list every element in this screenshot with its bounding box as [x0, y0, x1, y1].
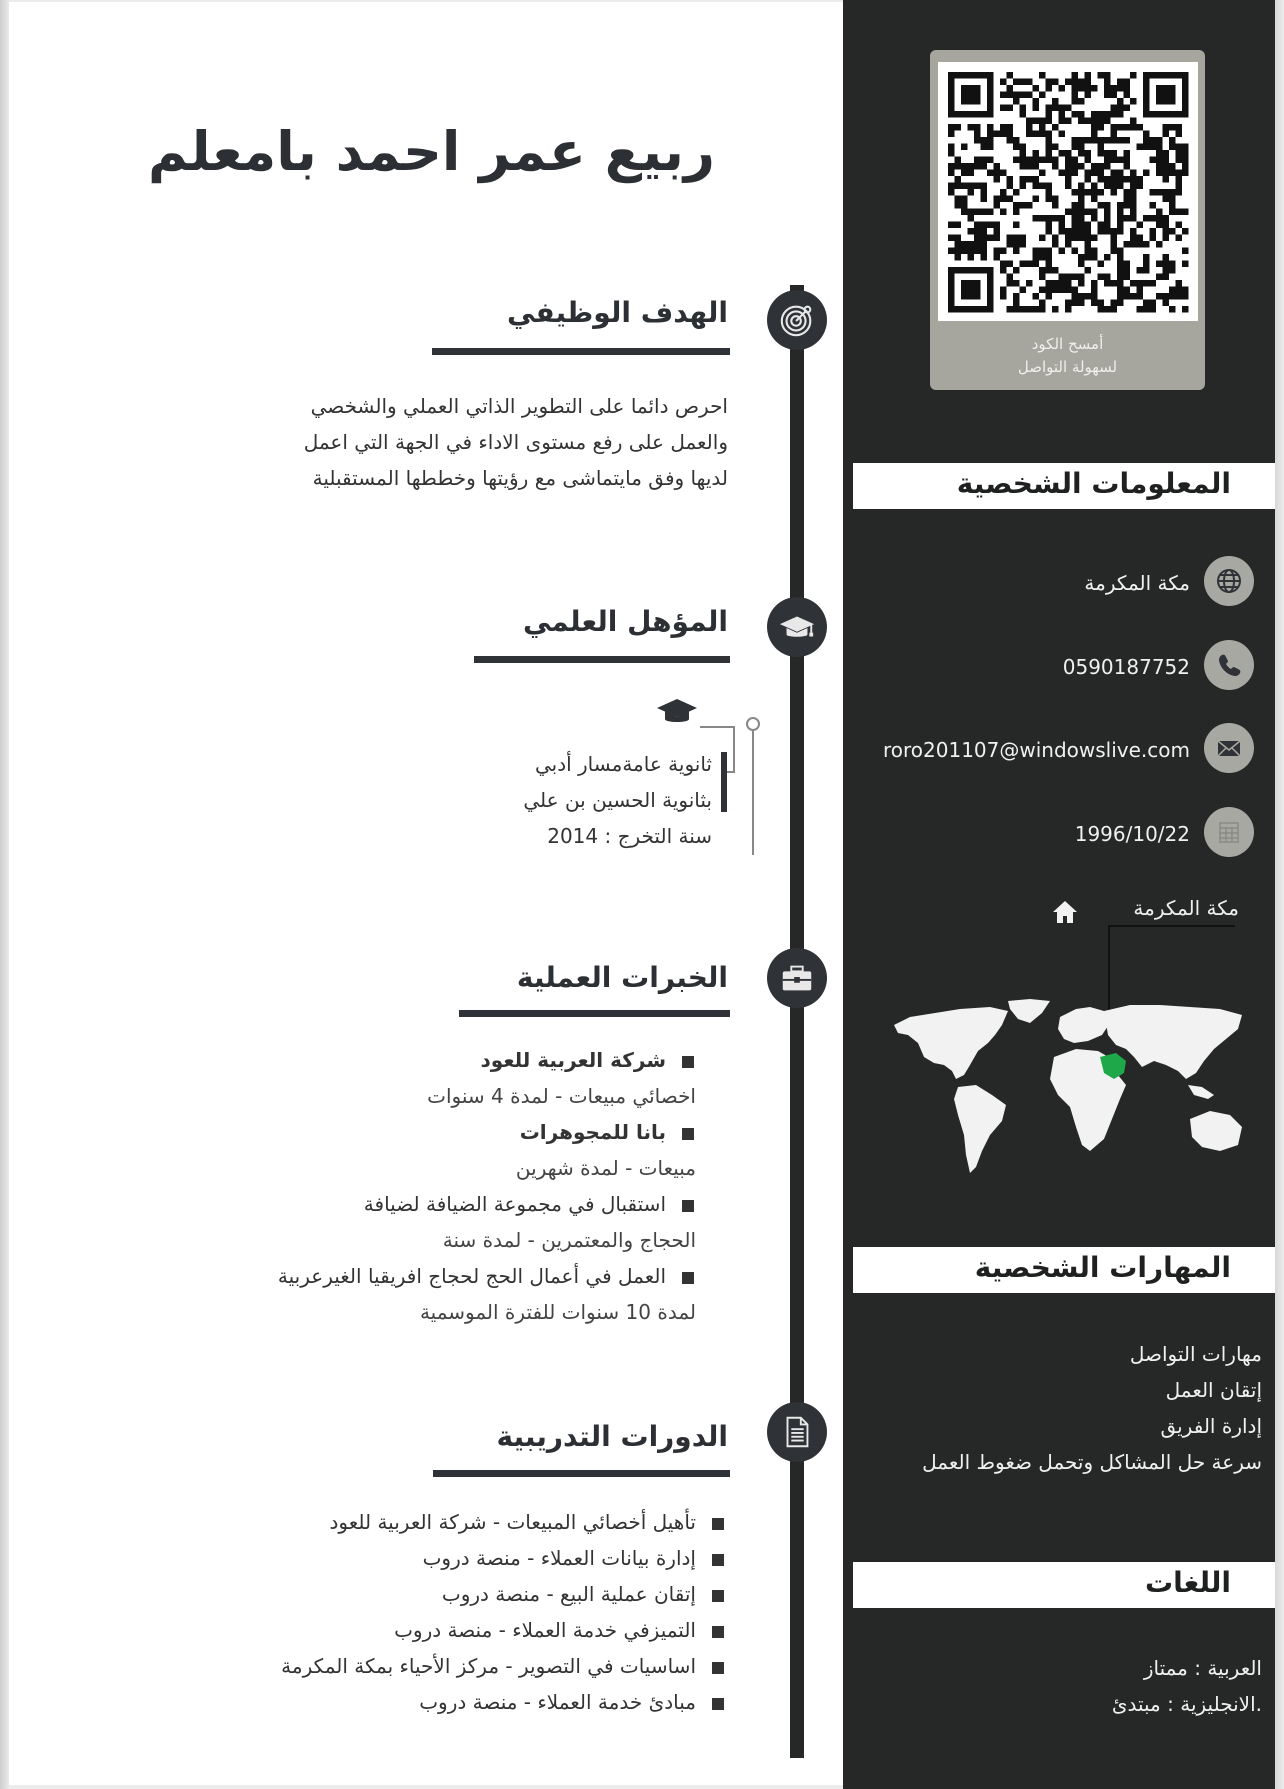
- page-edge-top: [9, 0, 843, 2]
- qr-code-image: [938, 62, 1198, 321]
- objective-line: والعمل على رفع مستوى الاداء في الجهة التي اعمل: [303, 430, 728, 454]
- world-map: [890, 995, 1252, 1185]
- qr-code[interactable]: [938, 62, 1198, 321]
- objective-text: [304, 388, 728, 496]
- bullet-icon: [712, 1590, 724, 1602]
- education-marker-dot: [746, 717, 760, 731]
- graduation-cap-icon: [767, 597, 827, 657]
- bullet-icon: [712, 1698, 724, 1710]
- globe-icon: [1204, 556, 1254, 606]
- personal-info-title: المعلومات الشخصية: [956, 467, 1231, 500]
- education-cap-icon: [656, 697, 698, 729]
- skill-item: سرعة حل المشاكل وتحمل ضغوط العمل: [922, 1450, 1262, 1474]
- email-value: roro201107@windowslive.com: [882, 738, 1190, 762]
- objective-line: احرص دائما على التطوير الذاتي العملي والشخصي: [310, 394, 728, 418]
- experience-detail: الحجاج والمعتمرين - لمدة سنة: [442, 1228, 696, 1252]
- objective-line: لديها وفق مايتماشى مع رؤيتها وخططها المستقبلية: [312, 466, 728, 490]
- bullet-icon: [682, 1056, 694, 1068]
- education-title-rule: [474, 656, 730, 663]
- qr-caption: [930, 333, 1205, 379]
- languages-title: اللغات: [1145, 1566, 1231, 1599]
- course-item: اساسيات في التصوير - مركز الأحياء بمكة المكرمة: [281, 1654, 724, 1678]
- education-marker-line: [752, 731, 754, 855]
- language-item: .الانجليزية : مبتدئ: [1111, 1692, 1262, 1716]
- mail-icon: [1204, 723, 1254, 773]
- course-item: تأهيل أخصائي المبيعات - شركة العربية للعود: [330, 1510, 725, 1534]
- bullet-icon: [682, 1128, 694, 1140]
- personal-info-header: [853, 463, 1275, 509]
- map-location-label: مكة المكرمة: [1133, 896, 1239, 920]
- phone-value: 0590187752: [1062, 655, 1190, 679]
- course-item: مبادئ خدمة العملاء - منصة دروب: [419, 1690, 724, 1714]
- education-line: بثانوية الحسين بن علي: [523, 788, 712, 812]
- skill-item: إدارة الفريق: [1160, 1414, 1262, 1438]
- bullet-icon: [712, 1626, 724, 1638]
- bullet-icon: [682, 1272, 694, 1284]
- skills-header: [853, 1247, 1275, 1293]
- experience-item: استقبال في مجموعة الضيافة لضيافة: [364, 1192, 694, 1216]
- target-icon: [767, 290, 827, 350]
- home-icon: [1052, 900, 1078, 924]
- experience-title-rule: [459, 1010, 730, 1017]
- bullet-icon: [712, 1554, 724, 1566]
- courses-title-rule: [433, 1470, 730, 1477]
- language-item: العربية : ممتاز: [1143, 1656, 1262, 1680]
- education-title: المؤهل العلمي: [522, 605, 728, 638]
- page-edge-right: [1275, 0, 1284, 1789]
- experience-item: شركة العربية للعود: [481, 1048, 694, 1072]
- skills-title: المهارات الشخصية: [974, 1251, 1231, 1284]
- page-edge-bottom: [9, 1785, 843, 1789]
- timeline-line: [790, 285, 804, 1758]
- course-item: إتقان عملية البيع - منصة دروب: [442, 1582, 724, 1606]
- bullet-icon: [712, 1662, 724, 1674]
- document-icon: [767, 1402, 827, 1462]
- experience-title: الخبرات العملية: [516, 961, 728, 994]
- education-line: ثانوية عامةمسار أدبي: [534, 752, 712, 776]
- languages-list: [1112, 1650, 1262, 1722]
- course-item: إدارة بيانات العملاء - منصة دروب: [423, 1546, 724, 1570]
- briefcase-icon: [767, 948, 827, 1008]
- experience-item: العمل في أعمال الحج لحجاج افريقيا الغيرعربية: [278, 1264, 694, 1288]
- education-marker-bar: [721, 752, 727, 812]
- objective-title: الهدف الوظيفي: [507, 296, 728, 329]
- skills-list: [922, 1336, 1262, 1480]
- phone-icon: [1204, 640, 1254, 690]
- objective-title-rule: [432, 348, 730, 355]
- birthdate-value: 1996/10/22: [1074, 822, 1190, 846]
- location-value: مكة المكرمة: [1084, 571, 1190, 595]
- candidate-name: ربيع عمر احمد بامعلم: [147, 120, 715, 183]
- experience-detail: لمدة 10 سنوات للفترة الموسمية: [419, 1300, 696, 1324]
- education-details: [523, 746, 712, 854]
- experience-detail: اخصائي مبيعات - لمدة 4 سنوات: [427, 1084, 696, 1108]
- courses-title: الدورات التدريبية: [496, 1420, 728, 1453]
- education-connector: [700, 726, 734, 728]
- education-connector: [733, 726, 735, 772]
- bullet-icon: [712, 1518, 724, 1530]
- skill-item: إتقان العمل: [1165, 1378, 1262, 1402]
- page-edge-left: [0, 0, 9, 1789]
- education-line: سنة التخرج : 2014: [547, 824, 712, 848]
- calendar-icon: [1204, 807, 1254, 857]
- languages-header: [853, 1562, 1275, 1608]
- bullet-icon: [682, 1200, 694, 1212]
- course-item: التميزفي خدمة العملاء - منصة دروب: [394, 1618, 724, 1642]
- qr-caption-line: لسهولة التواصل: [1017, 358, 1118, 376]
- skill-item: مهارات التواصل: [1129, 1342, 1262, 1366]
- experience-detail: مبيعات - لمدة شهرين: [515, 1156, 696, 1180]
- qr-caption-line: أمسح الكود: [1031, 335, 1104, 353]
- map-label-rule: [1110, 925, 1235, 927]
- experience-item: بانا للمجوهرات: [520, 1120, 694, 1144]
